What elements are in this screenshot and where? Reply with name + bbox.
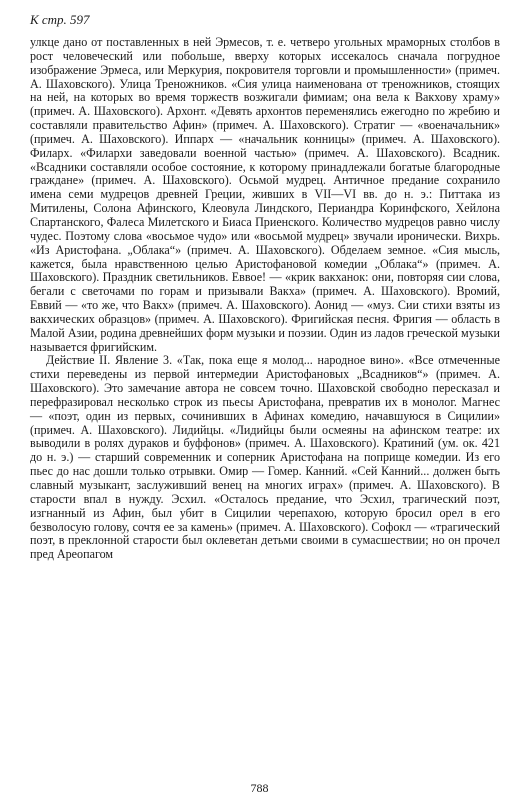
commentary-body (30, 36, 500, 562)
commentary-paragraph: Действие II. Явление 3. «Так, пока еще я молод... народное вино». «Все отмеченные стихи переведены из первой интермедии Аристофановых „Всадников“» (примеч. А. Шаховского). Это замечание автора не совсем точно. Шаховской свободно пересказал и перефразировал несколько строк из пьесы Аристофана, превратив их в монолог. Магнес — «поэт, один из первых, сочинивших в Афинах комедию, начавшуюся в Сицилии» (примеч. А. Шаховского). Лидийцы. «Лидийцы были осмеяны на афинском театре: их выводили в ролях дураков и буффонов» (примеч. А. Шаховского). Кратиний (ум. ок. 421 до н. э.) — старший современник и соперник Аристофана на поприще комедии. Из его пьес до нас дошли только отрывки. Омир — Гомер. Канний. «Сей Канний... должен быть славный музыкант, заслуживший венец на многих играх» (примеч. А. Шаховского). В старости впал в нужду. Эсхил. «Осталось предание, что Эсхил, трагический поэт, изгнанный из Афин, был убит в Сицилии черепахою, которую бросил орел в его безволосую голову, сочтя ее за камень» (примеч. А. Шаховского). Софокл — «трагический поэт, в преклонной старости был оклеветан детьми своими в сумасшествии; но он прочел пред Ареопагом (30, 353, 500, 562)
page-number: 788 (250, 781, 269, 795)
commentary-paragraph: улкце дано от поставленных в ней Эрмесов, т. е. четверо угольных мраморных столбов в рост человеческий или побольше, вверху которых иссекалось сначала погрудное изображение Эрмеса, или Меркурия, покровителя торговли и промышленности» (примеч. А. Шаховского). Улица Треножников. «Сия улица наименована от треножников, стоящих на ней, на которых во время торжеств возжигали фимиам; она вела к Вакхову храму» (примеч. А. Шаховского). Архонт. «Девять архонтов переменялись ежегодно по жребию и составляли правительство Афин» (примеч. А. Шаховского). Стратиг — «военачальник» (примеч. А. Шаховского). Иппарх — «начальник конницы» (примеч. А. Шаховского). Филарх. «Филархи заведовали военной частью» (примеч. А. Шаховского). Всадник. «Всадники составляли особое состояние, к которому принадлежали богатые благородные граждане» (примеч. А. Шаховского). Осьмой мудрец. Античное предание сохранило имена семи мудрецов древней Греции, живших в VII—VI вв. до н. э.: Питтака из Митилены, Солона Афинского, Клеовула Линдского, Периандра Коринфского, Хейлона Спартанского, Фалеса Милетского и Биаса Приенского. Количество мудрецов равно числу чудес. Поэтому слова «восьмое чудо» или «восьмой мудрец» звучали иронически. Вихрь. «Из Аристофана. „Облака“» (примеч. А. Шаховского). Обделаем земное. «Сия мысль, кажется, была нравственною целью Аристофановой комедии „Облака“» (примеч. А. Шаховского). Праздник светильников. Еввое! — «крик вакханок: они, повторяя сии слова, бегали с светочами по горам и призывали Вакха» (примеч. А. Шаховского). Вромий, Еввий — «то же, что Вакх» (примеч. А. Шаховского). Аонид — «муз. Сии стихи взяты из вакхических образцов» (примеч. А. Шаховского). Фригийская песня. Фригия — область в Малой Азии, родина древнейших форм музыки и поэзии. Один из ладов греческой музыки называется фригийским. (30, 35, 500, 354)
page-reference-header: К стр. 597 (30, 12, 90, 27)
